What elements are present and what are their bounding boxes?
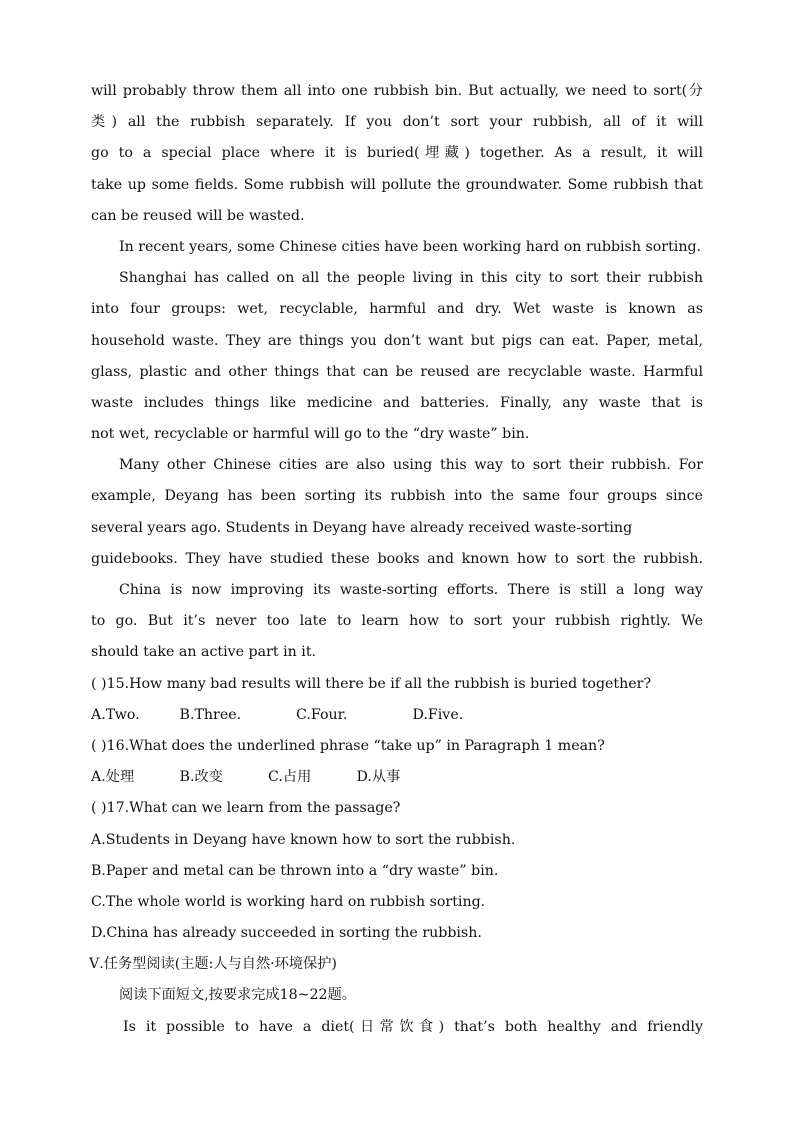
- passage-line: take up some fields. Some rubbish will pollute the groundwater. Some rubbish that: [91, 176, 703, 193]
- passage-line: Shanghai has called on all the people living in this city to sort their rubbish: [119, 270, 703, 287]
- passage-line: glass, plastic and other things that can be reused are recyclable waste. Harmful: [91, 363, 703, 380]
- option-c: C.The whole world is working hard on rubbish sorting.: [91, 893, 486, 910]
- passage-line: China is now improving its waste-sorting efforts. There is still a long way: [119, 582, 703, 598]
- option-b: B.Three.: [179, 706, 242, 723]
- question-15-options: [91, 700, 703, 731]
- passage-line: 类) all the rubbish separately. If you don’t sort your rubbish, all of it will: [91, 114, 703, 131]
- option-c: C.占用: [268, 769, 312, 786]
- passage-line: guidebooks. They have studied these books and known how to sort the rubbish.: [91, 550, 703, 567]
- passage-line: will probably throw them all into one rubbish bin. But actually, we need to sort(分: [91, 83, 703, 99]
- document-page: [91, 76, 703, 1043]
- passage-line: waste includes things like medicine and batteries. Finally, any waste that is: [91, 394, 703, 411]
- passage-line: into four groups: wet, recyclable, harmful and dry. Wet waste is known as: [91, 301, 703, 318]
- passage-line: Is it possible to have a diet(日常饮食) that’s both healthy and friendly: [123, 1018, 703, 1035]
- section-instruction: 阅读下面短文,按要求完成18~22题。: [119, 987, 356, 1004]
- passage-line: household waste. They are things you don’t want but pigs can eat. Paper, metal,: [91, 332, 703, 349]
- passage-line: should take an active part in it.: [91, 644, 317, 661]
- passage-line: Many other Chinese cities are also using this way to sort their rubbish. For: [119, 457, 703, 474]
- option-a: A.Students in Deyang have known how to sort the rubbish.: [91, 831, 516, 848]
- question-16-options: [91, 762, 703, 793]
- passage-line: In recent years, some Chinese cities have been working hard on rubbish sorting.: [119, 238, 702, 255]
- option-d: D.从事: [356, 769, 401, 786]
- option-d: D.China has already succeeded in sorting the rubbish.: [91, 925, 482, 942]
- option-a: A.Two.: [91, 706, 140, 723]
- question-15-stem: ( )15.How many bad results will there be if all the rubbish is buried together?: [91, 675, 652, 692]
- option-b: B.改变: [179, 769, 223, 786]
- passage-line: several years ago. Students in Deyang have already received waste-sorting: [91, 519, 633, 536]
- passage-line: go to a special place where it is buried(埋藏) together. As a result, it will: [91, 145, 703, 162]
- passage-line: can be reused will be wasted.: [91, 207, 305, 224]
- question-16-stem: ( )16.What does the underlined phrase “take up” in Paragraph 1 mean?: [91, 737, 605, 754]
- passage-line: example, Deyang has been sorting its rubbish into the same four groups since: [91, 488, 703, 505]
- option-b: B.Paper and metal can be thrown into a “dry waste” bin.: [91, 862, 499, 879]
- question-17-stem: ( )17.What can we learn from the passage?: [91, 800, 401, 817]
- option-a: A.处理: [91, 769, 135, 786]
- option-c: C.Four.: [296, 706, 348, 723]
- section-heading: Ⅴ.任务型阅读(主题:人与自然·环境保护): [89, 956, 337, 973]
- passage-line: not wet, recyclable or harmful will go to the “dry waste” bin.: [91, 426, 530, 443]
- passage-line: to go. But it’s never too late to learn how to sort your rubbish rightly. We: [91, 613, 703, 630]
- option-d: D.Five.: [412, 706, 464, 723]
